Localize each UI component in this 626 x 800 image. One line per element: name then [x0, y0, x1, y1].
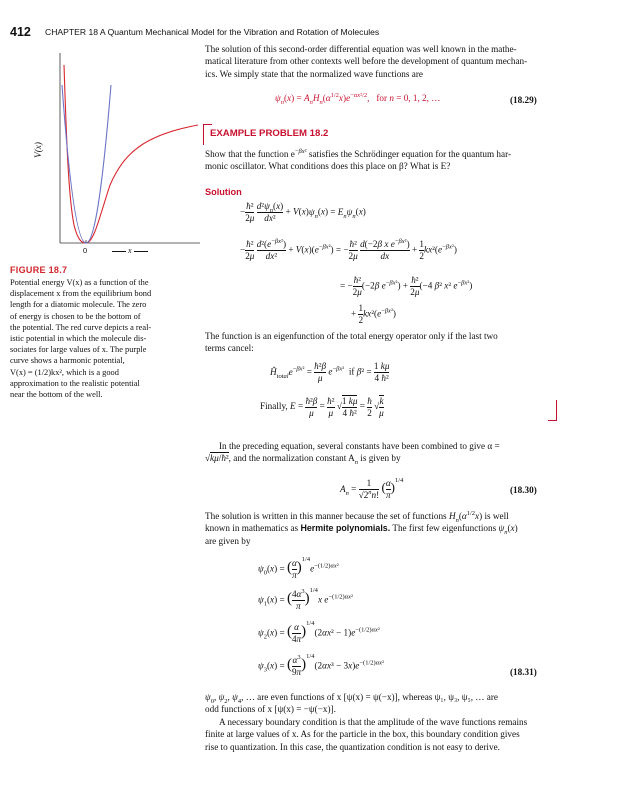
- example-question: Show that the function $e^{-\beta x^2}$ satisfies the Schrödinger equation for the quantum har- monic oscillator. What conditions does this place on β? What is E?: [205, 147, 512, 172]
- example-box-corner-bottom: [548, 400, 557, 421]
- figure-caption-title: FIGURE 18.7: [10, 265, 68, 275]
- parity-line: odd functions of x [ψ(x) = −ψ(−x)].: [205, 704, 336, 715]
- parity-line: $\psi_0$, $\psi_2$, $\psi_4$, … are even functions of x [ψ(x) = ψ(−x)], whereas ψ₁, ψ₃, ψ₅, … are: [205, 692, 498, 705]
- intro-line: The solution of this second-order differential equation was well known in the mathe-: [205, 44, 517, 54]
- psi-3: $\psi_3(x)$ = ( $\frac{\alpha^3}{9\pi}$ )$^{1/4}(2\alpha x^3 - 3x)e^{-(1/2)\alpha x^2}$: [258, 652, 384, 677]
- x-axis-label: x: [128, 246, 132, 255]
- question-text: monic oscillator. What conditions does this place on β? What is E?: [205, 161, 451, 172]
- caption-line: approximation to the realistic potential: [10, 378, 140, 388]
- psi-1: $\psi_1(x)$ = ( $\frac{4\alpha^3}{\pi}$ )$^{1/4}$x $e^{-(1/2)\alpha x^2}$: [258, 586, 353, 611]
- constants-line-2: √kμ/ħ², and the normalization constant $A_n$ is given by: [205, 453, 401, 467]
- x-axis-indicator: [112, 246, 148, 255]
- beta-condition: $Ĥ_{total}e^{-\beta x^2}$ = $\frac{\text{ħ²β}}{\mu}$ $e^{-\beta x^2}$ if β² = $\frac{1 k\mu}{\text{4 ħ²}}$: [270, 361, 390, 383]
- parity-paragraph: [205, 691, 560, 753]
- boundary-line: rise to quantization. In this case, the quantization condition is not easy to derive.: [205, 741, 500, 752]
- boundary-line: A necessary boundary condition is that the amplitude of the wave functions remains: [219, 716, 528, 727]
- substitution-line-1: − $\frac{\text{ħ²}}{2\mu}$ $\frac{d^2(e^{-\beta x^2})}{\text{dx²}}$ + $V(x)(e^{-\beta x^2})$ = − $\frac{\text{ħ²}}{2\mu}$ $\frac{d(-2\beta x e^{-\beta x^2})}{dx}$ + $\frac{1}{2}$ $kx^2(e^{-\beta x^2})$: [240, 237, 457, 261]
- y-axis-label: V(x): [32, 142, 43, 158]
- running-title: CHAPTER 18 A Quantum Mechanical Model for the Vibration and Rotation of Molecules: [45, 27, 380, 37]
- substitution-line-3: + $\frac{1}{2}$ $kx^2(e^{-\beta x^2})$: [351, 303, 396, 325]
- equation-number-18-31: (18.31): [510, 667, 537, 677]
- intro-paragraph: [205, 43, 560, 80]
- eigen-line: The function is an eigenfunction of the total energy operator only if the last two: [205, 331, 498, 341]
- equation-number-18-29: (18.29): [510, 95, 537, 105]
- hermite-paragraph: [205, 510, 560, 547]
- caption-line: V(x) = (1/2)kx², which is a good: [10, 367, 119, 377]
- figure-caption: [10, 277, 180, 400]
- origin-label: 0: [83, 246, 88, 255]
- caption-line: Potential energy V(x) as a function of the: [10, 278, 149, 287]
- constants-paragraph: [205, 440, 560, 465]
- intro-line: matical literature from other contexts well before the development of quantum mechan-: [205, 56, 528, 67]
- caption-line: curve shows a harmonic potential,: [10, 356, 125, 366]
- potential-energy-plot: [20, 45, 200, 265]
- hermite-line: are given by: [205, 535, 251, 546]
- example-title: EXAMPLE PROBLEM 18.2: [210, 128, 329, 139]
- caption-line: of energy is chosen to be the bottom of: [10, 311, 141, 321]
- question-text: Show that the function e: [205, 149, 295, 159]
- page-number: 412: [10, 25, 31, 39]
- psi-0: $\psi_0(x)$ = ( $\frac{\alpha}{\pi}$ )$^{1/4}e^{-(1/2)\alpha x^2}$: [258, 555, 339, 580]
- finally-label: Finally,: [260, 401, 288, 412]
- caption-line: sociates for large values of x. The purple: [10, 345, 147, 355]
- hermite-line: The solution is written in this manner because the set of functions $H_n(\alpha^{1/2}x)$ is well: [205, 509, 509, 524]
- caption-line: displacement x from the equilibrium bond: [10, 289, 152, 299]
- boundary-line: finite at large values of x. As for the particle in the box, this boundary condition gives: [205, 729, 520, 740]
- solution-label: Solution: [205, 187, 242, 197]
- caption-line: the potential. The red curve depicts a real-: [10, 322, 152, 332]
- equation-18-29: $\psi_n(x) = A_nH_n(\alpha^{1/2}x)e^{-\alpha x^2/2}$, for n = 0, 1, 2, …: [275, 91, 441, 106]
- caption-line: length for a diatomic molecule. The zero: [10, 300, 147, 310]
- caption-line: near the bottom of the well.: [10, 390, 103, 400]
- realistic-potential-curve: [64, 65, 198, 243]
- energy-result: Finally, E = $\frac{\text{ħ²β}}{\mu}$ = $\frac{\text{ħ²}}{\mu}$ √ $\frac{1 k\mu}{\text{4 ħ²}}$ = $\frac{ħ}{2}$ √ $\frac{k}{\mu}$: [260, 395, 384, 418]
- harmonic-potential-curve: [62, 85, 111, 243]
- equation-18-30: $A_n$ = $\frac{1}{√2^nn!}$ ( $\frac{\alpha}{\pi}$ )$^{1/4}$: [340, 476, 404, 500]
- intro-line: ics. We simply state that the normalized wave functions are: [205, 68, 423, 79]
- eigen-line: terms cancel:: [205, 343, 254, 354]
- equation-number-18-30: (18.30): [510, 485, 537, 495]
- eigenfunction-text: [205, 330, 560, 355]
- caption-line: istic potential in which the molecule dis-: [10, 334, 147, 344]
- schrodinger-equation: − $\frac{\text{ħ²}}{2\mu}$ $\frac{d^2\psi_n(x)}{\text{dx²}}$ + $V(x)\psi_n(x) = E_n\psi_n(x)$: [240, 201, 366, 223]
- constants-line: In the preceding equation, several constants have been combined to give α =: [219, 441, 500, 451]
- question-text: satisfies the Schrödinger equation for the quantum har-: [306, 149, 512, 159]
- hermite-line: known in mathematics as Hermite polynomials. The first few eigenfunctions $\psi_n(x)$: [205, 523, 518, 537]
- substitution-line-2: = − $\frac{\text{ħ²}}{2\mu}$ (−2β $e^{-\beta x^2}$) + $\frac{\text{ħ²}}{2\mu}$ (−4 β² x² $e^{-\beta x^2}$): [340, 275, 473, 297]
- psi-2: $\psi_2(x)$ = ( $\frac{\alpha}{4\pi}$ )$^{1/4}(2\alpha x^2 - 1)e^{-(1/2)\alpha x^2}$: [258, 619, 380, 644]
- figure-18-7: [20, 45, 200, 265]
